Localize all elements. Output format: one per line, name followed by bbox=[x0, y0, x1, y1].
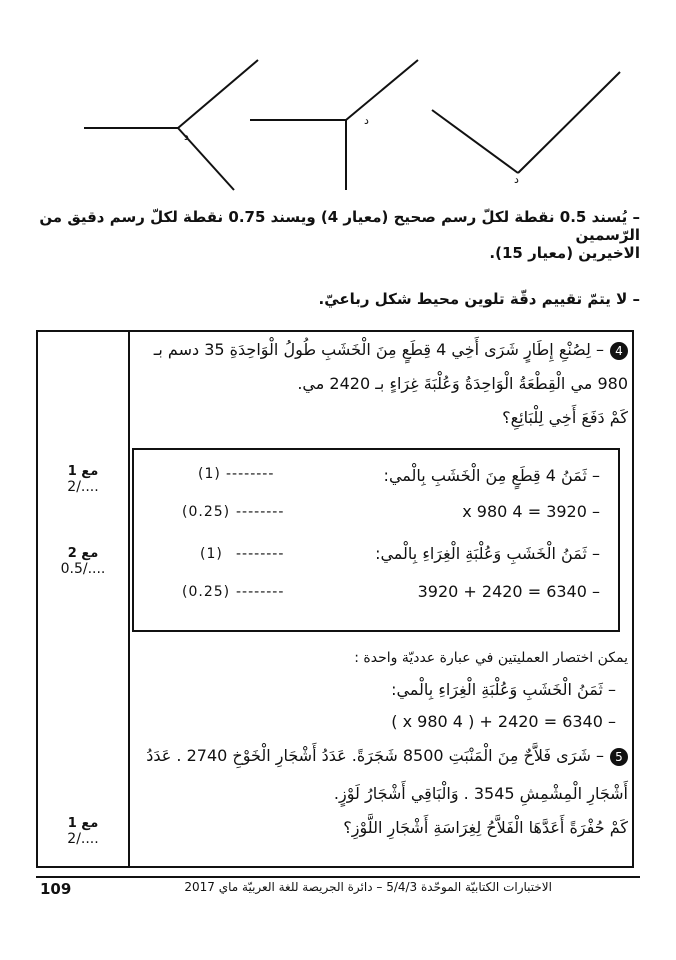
score-block-1 bbox=[38, 464, 128, 495]
vertex-label-3: د bbox=[514, 173, 519, 186]
problem4-text-1: – لِصُنْعِ إِطَارٍ شَرَى أَخِي 4 قِطَعٍ مِنَ الْخَشَبِ طُولُ الْوَاحِدَةِ 35 دسم بـ bbox=[153, 340, 604, 359]
problem4-line-2: 980 مي الْقِطْعَةُ الْوَاحِدَةُ وَعُلْبَةَ غِرَاءٍ بـ 2420 مي. bbox=[297, 374, 628, 393]
solution-row-3-dashes: -------- bbox=[236, 546, 285, 562]
shortcut-line-2: – ثَمَنُ الْخَشَبِ وَعُلْبَةِ الْغِرَاءِ بِالْمي: bbox=[391, 680, 616, 699]
page-number: 109 bbox=[40, 880, 72, 898]
solution-row-1-dashes: -------- bbox=[226, 466, 275, 482]
note-line-1: – يُسند 0.5 نقطة لكلّ رسم صحيح (معيار 4) ويسند 0.75 نقطة لكلّ رسم دقيق من الرّسمين bbox=[39, 208, 640, 244]
footer-text: الاختبارات الكتابيّة الموحّدة 5/4/3 – دائرة الجريصة للغة العربيّة ماي 2017 bbox=[184, 880, 552, 894]
note-line-2: الاخيرين (معيار 15). bbox=[489, 244, 640, 262]
solution-row-2-text: – 3920 = 4 x 980 bbox=[462, 502, 600, 521]
score-label: مع 2 bbox=[67, 546, 99, 561]
problem-number-badge: 4 bbox=[610, 342, 628, 360]
footer-divider bbox=[36, 876, 640, 878]
note-line-3: – لا يتمّ تقييم دقّة تلوين محيط شكل رباعيّ. bbox=[318, 290, 640, 308]
vertex-label-1: د bbox=[184, 130, 189, 143]
score-column-divider bbox=[128, 330, 130, 868]
solution-row-4-dashes: -------- bbox=[236, 584, 285, 600]
angle-drawing-1 bbox=[84, 60, 258, 190]
problem5-text-1: – شَرَى فَلاَّحٌ مِنَ الْمَنْبَتِ 8500 شَجَرَةً. عَدَدُ أَشْجَارِ الْخَوْخِ 2740 . عَدَدُ bbox=[146, 746, 604, 765]
shortcut-line-1: يمكن اختصار العمليتين في عبارة عدديّة واحدة : bbox=[354, 650, 628, 666]
angle-drawings bbox=[0, 40, 676, 200]
problem4-line-1 bbox=[154, 340, 628, 360]
solution-row-1-text: – ثَمَنُ 4 قِطَعٍ مِنَ الْخَشَبِ بِالْمي: bbox=[383, 466, 600, 485]
solution-row-2-points: (0.25) bbox=[182, 504, 231, 520]
solution-row-1-points: (1) bbox=[198, 466, 221, 482]
score-value: 2/.... bbox=[67, 831, 99, 847]
score-block-3 bbox=[38, 816, 128, 847]
angle-drawing-2 bbox=[250, 60, 418, 190]
solution-row-4-points: (0.25) bbox=[182, 584, 231, 600]
solution-row-4-text: – 6340 = 2420 + 3920 bbox=[417, 582, 600, 601]
problem4-line-3: كَمْ دَفَعَ أَخِي لِلْبَائِعِ؟ bbox=[502, 408, 628, 427]
score-value: 0.5/.... bbox=[60, 561, 106, 577]
problem5-line-1 bbox=[146, 746, 628, 766]
score-label: مع 1 bbox=[67, 816, 99, 831]
solution-row-2-dashes: -------- bbox=[236, 504, 285, 520]
score-value: 2/.... bbox=[67, 479, 99, 495]
score-label: مع 1 bbox=[67, 464, 99, 479]
problem-number-badge: 5 bbox=[610, 748, 628, 766]
problem5-line-3: كَمْ حُفْرَةً أَعَدَّهَا الْفَلاَّحُ لِغِرَاسَةِ أَشْجَارِ اللَّوْزِ؟ bbox=[343, 818, 628, 837]
vertex-label-2: د bbox=[364, 114, 369, 127]
angle-drawing-3 bbox=[432, 72, 620, 173]
shortcut-line-3: – 6340 = 2420 + ( 4 x 980 ) bbox=[391, 712, 616, 731]
problem5-line-2: أَشْجَارِ الْمِشْمِشِ 3545 . وَالْبَاقِي أَشْجَارُ لَوْزٍ. bbox=[333, 784, 628, 803]
solution-row-3-points: (1) bbox=[200, 546, 223, 562]
score-block-2 bbox=[38, 546, 128, 577]
solution-row-3-text: – ثَمَنُ الْخَشَبِ وَعُلْبَةِ الْغِرَاءِ بِالْمي: bbox=[375, 544, 600, 563]
